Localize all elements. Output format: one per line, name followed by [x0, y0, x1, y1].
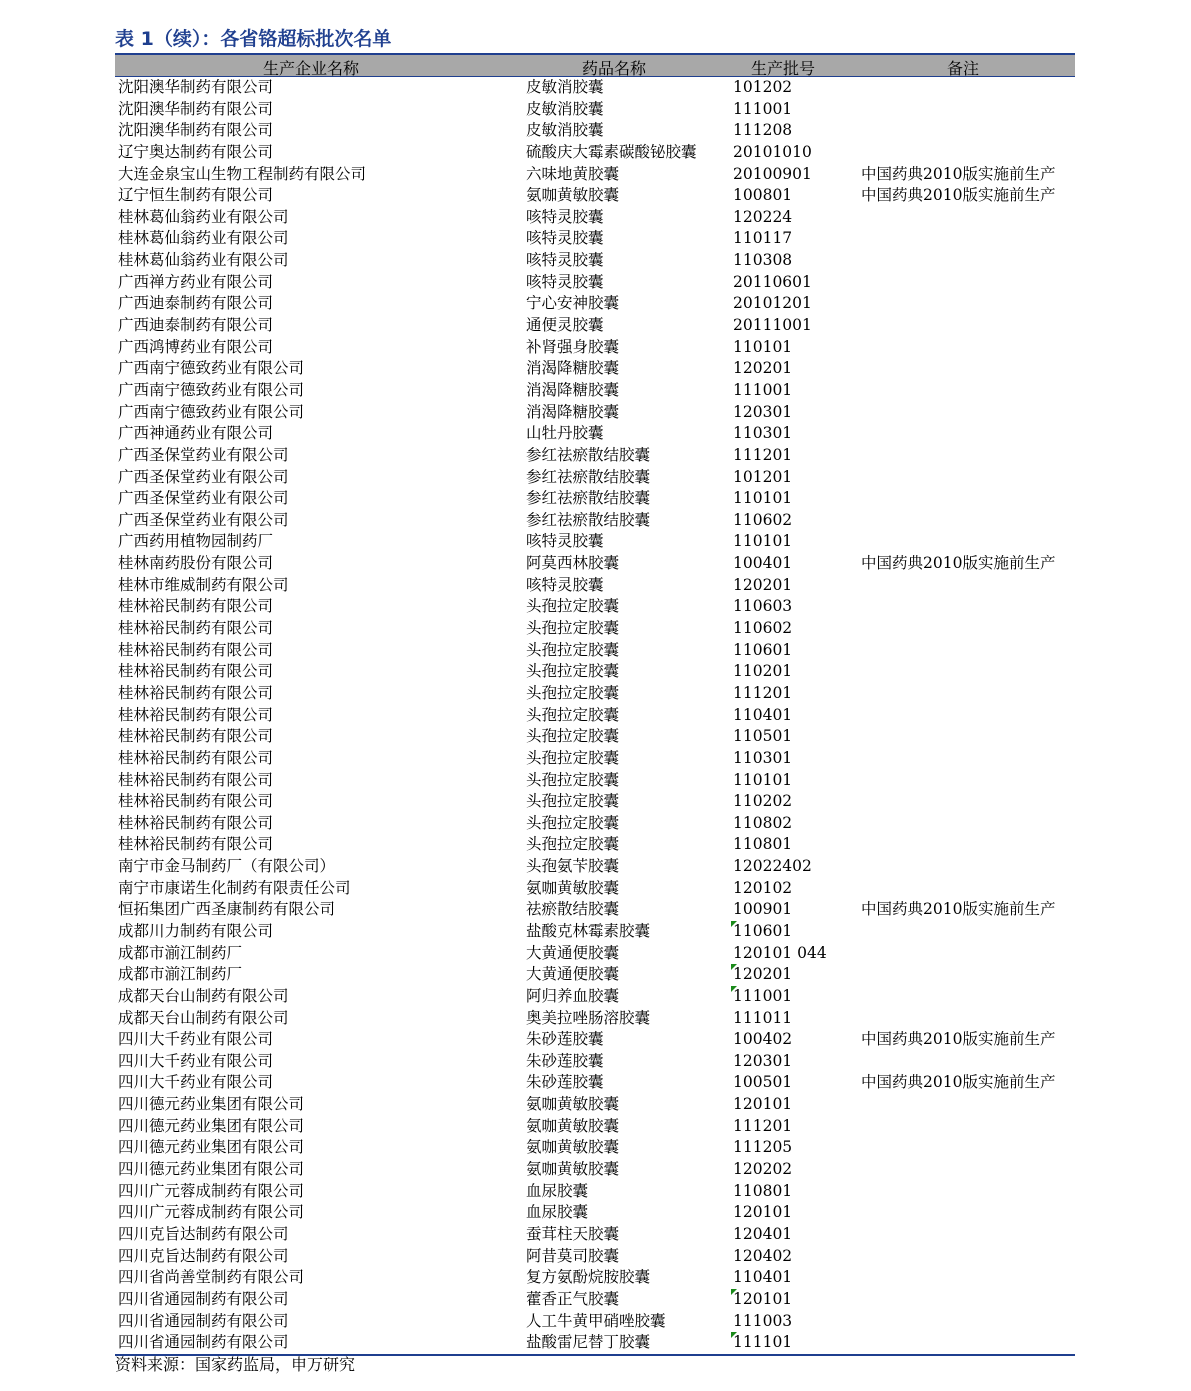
- cell-remark: 中国药典2010版实施前生产: [861, 164, 1056, 183]
- cell-company: 广西药用植物园制药厂: [118, 532, 274, 551]
- cell-drug: 头孢拉定胶囊: [526, 705, 620, 724]
- cell-batch: 100901: [733, 900, 793, 919]
- table-row: [115, 207, 1075, 229]
- cell-batch: 120101: [733, 1095, 793, 1114]
- cell-flag-marker: [731, 1289, 737, 1295]
- cell-batch: 120401: [733, 1224, 793, 1243]
- source-note: 资料来源：国家药监局，申万研究: [115, 1355, 356, 1374]
- table-body: [115, 77, 1075, 1354]
- table-row: [115, 77, 1075, 99]
- table-header: [115, 55, 1075, 76]
- cell-drug: 大黄通便胶囊: [526, 943, 620, 962]
- header-remark: 备注: [947, 59, 980, 78]
- cell-drug: 阿归养血胶囊: [526, 986, 620, 1005]
- cell-drug: 咳特灵胶囊: [526, 229, 604, 248]
- table-row: [115, 164, 1075, 186]
- cell-drug: 阿昔莫司胶囊: [526, 1246, 620, 1265]
- cell-company: 成都市湔江制药厂: [118, 965, 243, 984]
- cell-batch: 110501: [733, 727, 793, 746]
- cell-company: 桂林裕民制药有限公司: [118, 640, 274, 659]
- cell-drug: 头孢拉定胶囊: [526, 683, 620, 702]
- cell-company: 桂林裕民制药有限公司: [118, 727, 274, 746]
- cell-company: 辽宁奥达制药有限公司: [118, 142, 274, 161]
- cell-drug: 头孢拉定胶囊: [526, 813, 620, 832]
- cell-batch: 111001: [733, 380, 793, 399]
- cell-company: 四川德元药业集团有限公司: [118, 1095, 305, 1114]
- cell-drug: 人工牛黄甲硝唑胶囊: [526, 1311, 666, 1330]
- cell-drug: 朱砂莲胶囊: [526, 1073, 604, 1092]
- cell-company: 南宁市康诺生化制药有限责任公司: [118, 878, 351, 897]
- cell-batch: 20100901: [733, 164, 812, 183]
- table-row: [115, 1224, 1075, 1246]
- cell-company: 桂林葛仙翁药业有限公司: [118, 251, 289, 270]
- cell-company: 桂林葛仙翁药业有限公司: [118, 229, 289, 248]
- cell-company: 成都市湔江制药厂: [118, 943, 243, 962]
- cell-batch: 120301: [733, 1051, 793, 1070]
- cell-batch: 120201: [733, 965, 793, 984]
- cell-drug: 硫酸庆大霉素碳酸铋胶囊: [526, 142, 697, 161]
- cell-remark: 中国药典2010版实施前生产: [861, 554, 1056, 573]
- cell-drug: 奥美拉唑肠溶胶囊: [526, 1008, 651, 1027]
- table-row: [115, 272, 1075, 294]
- cell-batch: 110201: [733, 662, 793, 681]
- cell-flag-marker: [731, 921, 737, 927]
- cell-company: 四川德元药业集团有限公司: [118, 1160, 305, 1179]
- cell-batch: 111201: [733, 1116, 793, 1135]
- cell-drug: 头孢拉定胶囊: [526, 597, 620, 616]
- cell-batch: 110101: [733, 337, 793, 356]
- cell-batch: 111201: [733, 683, 793, 702]
- cell-batch: 110101: [733, 489, 793, 508]
- cell-drug: 阿莫西林胶囊: [526, 554, 620, 573]
- cell-company: 广西南宁德致药业有限公司: [118, 359, 305, 378]
- table-row: [115, 358, 1075, 380]
- table-row: [115, 640, 1075, 662]
- cell-company: 沈阳澳华制药有限公司: [118, 99, 274, 118]
- table-row: [115, 661, 1075, 683]
- cell-company: 四川广元蓉成制药有限公司: [118, 1181, 305, 1200]
- cell-company: 四川省尚善堂制药有限公司: [118, 1268, 305, 1287]
- cell-company: 桂林裕民制药有限公司: [118, 619, 274, 638]
- table-row: [115, 683, 1075, 705]
- cell-drug: 咳特灵胶囊: [526, 251, 604, 270]
- cell-remark: 中国药典2010版实施前生产: [861, 900, 1056, 919]
- cell-batch: 120101: [733, 1289, 793, 1308]
- table-row: [115, 813, 1075, 835]
- cell-batch: 20111001: [733, 316, 812, 335]
- cell-drug: 消渴降糖胶囊: [526, 359, 620, 378]
- cell-company: 四川大千药业有限公司: [118, 1051, 274, 1070]
- cell-company: 四川省通园制药有限公司: [118, 1311, 289, 1330]
- cell-company: 广西圣保堂药业有限公司: [118, 445, 289, 464]
- cell-drug: 蚕茸柱天胶囊: [526, 1224, 620, 1243]
- cell-company: 四川德元药业集团有限公司: [118, 1138, 305, 1157]
- cell-company: 广西圣保堂药业有限公司: [118, 489, 289, 508]
- cell-company: 四川克旨达制药有限公司: [118, 1224, 289, 1243]
- cell-batch: 101202: [733, 78, 793, 96]
- header-company: 生产企业名称: [263, 59, 360, 78]
- cell-batch: 111208: [733, 121, 793, 140]
- cell-drug: 祛瘀散结胶囊: [526, 900, 620, 919]
- cell-batch: 12022402: [733, 857, 812, 876]
- table-row: [115, 553, 1075, 575]
- cell-company: 广西神通药业有限公司: [118, 424, 274, 443]
- cell-drug: 咳特灵胶囊: [526, 207, 604, 226]
- table-row: [115, 293, 1075, 315]
- table-row: [115, 986, 1075, 1008]
- cell-batch: 111011: [733, 1008, 793, 1027]
- table-row: [115, 964, 1075, 986]
- table-title: 表 1（续）：各省铬超标批次名单: [115, 28, 392, 50]
- cell-company: 四川克旨达制药有限公司: [118, 1246, 289, 1265]
- table-row: [115, 120, 1075, 142]
- cell-drug: 山牡丹胶囊: [526, 424, 604, 443]
- cell-company: 广西鸿博药业有限公司: [118, 337, 274, 356]
- cell-batch: 110301: [733, 424, 793, 443]
- cell-company: 桂林裕民制药有限公司: [118, 705, 274, 724]
- table-row: [115, 1246, 1075, 1268]
- table-row: [115, 380, 1075, 402]
- cell-company: 沈阳澳华制药有限公司: [118, 78, 274, 96]
- table-row: [115, 1094, 1075, 1116]
- cell-company: 四川大千药业有限公司: [118, 1030, 274, 1049]
- cell-batch: 101201: [733, 467, 793, 486]
- cell-remark: 中国药典2010版实施前生产: [861, 186, 1056, 205]
- cell-remark: 中国药典2010版实施前生产: [861, 1030, 1056, 1049]
- cell-drug: 血尿胶囊: [526, 1203, 589, 1222]
- table-row: [115, 1072, 1075, 1094]
- cell-batch: 110401: [733, 705, 793, 724]
- table-row: [115, 185, 1075, 207]
- cell-batch: 120101 044: [733, 943, 827, 962]
- cell-company: 四川广元蓉成制药有限公司: [118, 1203, 305, 1222]
- cell-batch: 111001: [733, 986, 793, 1005]
- cell-drug: 头孢拉定胶囊: [526, 662, 620, 681]
- cell-company: 桂林裕民制药有限公司: [118, 835, 274, 854]
- cell-drug: 咳特灵胶囊: [526, 575, 604, 594]
- cell-company: 桂林葛仙翁药业有限公司: [118, 207, 289, 226]
- cell-company: 四川德元药业集团有限公司: [118, 1116, 305, 1135]
- batch-table: [115, 53, 1075, 1356]
- cell-batch: 110101: [733, 770, 793, 789]
- table-row: [115, 228, 1075, 250]
- cell-batch: 100801: [733, 186, 793, 205]
- table-row: [115, 445, 1075, 467]
- cell-batch: 120102: [733, 878, 793, 897]
- cell-batch: 110601: [733, 921, 793, 940]
- cell-company: 广西迪泰制药有限公司: [118, 294, 274, 313]
- cell-drug: 补肾强身胶囊: [526, 337, 620, 356]
- table-row: [115, 1137, 1075, 1159]
- table-row: [115, 791, 1075, 813]
- table-row: [115, 531, 1075, 553]
- table-row: [115, 834, 1075, 856]
- cell-company: 广西圣保堂药业有限公司: [118, 467, 289, 486]
- table-row: [115, 705, 1075, 727]
- cell-company: 桂林南药股份有限公司: [118, 554, 274, 573]
- cell-batch: 110801: [733, 835, 793, 854]
- table-row: [115, 1051, 1075, 1073]
- cell-batch: 20110601: [733, 272, 812, 291]
- cell-drug: 参红祛瘀散结胶囊: [526, 510, 651, 529]
- cell-drug: 氨咖黄敏胶囊: [526, 186, 620, 205]
- cell-batch: 120402: [733, 1246, 793, 1265]
- cell-batch: 110602: [733, 510, 793, 529]
- cell-batch: 111003: [733, 1311, 793, 1330]
- cell-drug: 头孢氨苄胶囊: [526, 857, 620, 876]
- table-row: [115, 1289, 1075, 1311]
- cell-company: 成都川力制药有限公司: [118, 921, 274, 940]
- cell-drug: 头孢拉定胶囊: [526, 770, 620, 789]
- cell-drug: 消渴降糖胶囊: [526, 402, 620, 421]
- cell-company: 桂林裕民制药有限公司: [118, 813, 274, 832]
- table-row: [115, 1202, 1075, 1224]
- cell-drug: 氨咖黄敏胶囊: [526, 1095, 620, 1114]
- cell-flag-marker: [731, 986, 737, 992]
- cell-drug: 藿香正气胶囊: [526, 1289, 620, 1308]
- cell-batch: 20101201: [733, 294, 812, 313]
- cell-company: 广西迪泰制药有限公司: [118, 316, 274, 335]
- cell-company: 桂林裕民制药有限公司: [118, 770, 274, 789]
- cell-company: 四川省通园制药有限公司: [118, 1333, 289, 1352]
- header-batch: 生产批号: [751, 59, 816, 78]
- cell-batch: 110301: [733, 748, 793, 767]
- table-row: [115, 250, 1075, 272]
- table-row: [115, 943, 1075, 965]
- cell-drug: 消渴降糖胶囊: [526, 380, 620, 399]
- cell-batch: 110801: [733, 1181, 793, 1200]
- cell-batch: 120202: [733, 1160, 793, 1179]
- table-row: [115, 488, 1075, 510]
- cell-company: 辽宁恒生制药有限公司: [118, 186, 274, 205]
- table-row: [115, 1029, 1075, 1051]
- cell-company: 四川大千药业有限公司: [118, 1073, 274, 1092]
- cell-company: 沈阳澳华制药有限公司: [118, 121, 274, 140]
- cell-batch: 100402: [733, 1030, 793, 1049]
- table-row: [115, 99, 1075, 121]
- cell-drug: 通便灵胶囊: [526, 316, 604, 335]
- header-drug: 药品名称: [582, 59, 647, 78]
- cell-batch: 120201: [733, 575, 793, 594]
- cell-drug: 氨咖黄敏胶囊: [526, 878, 620, 897]
- cell-company: 成都天台山制药有限公司: [118, 1008, 289, 1027]
- cell-company: 桂林裕民制药有限公司: [118, 662, 274, 681]
- cell-company: 恒拓集团广西圣康制药有限公司: [118, 900, 336, 919]
- table-row: [115, 921, 1075, 943]
- table-row: [115, 510, 1075, 532]
- cell-batch: 120101: [733, 1203, 793, 1222]
- cell-company: 广西禅方药业有限公司: [118, 272, 274, 291]
- cell-company: 广西南宁德致药业有限公司: [118, 380, 305, 399]
- cell-company: 广西南宁德致药业有限公司: [118, 402, 305, 421]
- cell-batch: 110601: [733, 640, 793, 659]
- cell-batch: 100401: [733, 554, 793, 573]
- cell-drug: 咳特灵胶囊: [526, 532, 604, 551]
- cell-drug: 头孢拉定胶囊: [526, 640, 620, 659]
- cell-drug: 头孢拉定胶囊: [526, 748, 620, 767]
- cell-flag-marker: [731, 964, 737, 970]
- cell-batch: 120224: [733, 207, 793, 226]
- cell-batch: 111205: [733, 1138, 793, 1157]
- table-row: [115, 1332, 1075, 1354]
- cell-batch: 20101010: [733, 142, 812, 161]
- table-row: [115, 467, 1075, 489]
- table-row: [115, 1267, 1075, 1289]
- cell-drug: 朱砂莲胶囊: [526, 1051, 604, 1070]
- table-row: [115, 402, 1075, 424]
- cell-company: 广西圣保堂药业有限公司: [118, 510, 289, 529]
- table-row: [115, 899, 1075, 921]
- cell-batch: 111201: [733, 445, 793, 464]
- cell-drug: 复方氨酚烷胺胶囊: [526, 1268, 651, 1287]
- cell-company: 桂林裕民制药有限公司: [118, 792, 274, 811]
- cell-remark: 中国药典2010版实施前生产: [861, 1073, 1056, 1092]
- cell-batch: 110603: [733, 597, 793, 616]
- cell-batch: 120201: [733, 359, 793, 378]
- table-row: [115, 1181, 1075, 1203]
- table-row: [115, 770, 1075, 792]
- cell-batch: 110202: [733, 792, 793, 811]
- table-row: [115, 1311, 1075, 1333]
- cell-batch: 110101: [733, 532, 793, 551]
- cell-drug: 头孢拉定胶囊: [526, 792, 620, 811]
- cell-batch: 111101: [733, 1333, 793, 1352]
- cell-company: 桂林裕民制药有限公司: [118, 748, 274, 767]
- table-row: [115, 856, 1075, 878]
- cell-drug: 皮敏消胶囊: [526, 121, 604, 140]
- cell-company: 桂林裕民制药有限公司: [118, 597, 274, 616]
- cell-batch: 120301: [733, 402, 793, 421]
- table-row: [115, 596, 1075, 618]
- table-row: [115, 1116, 1075, 1138]
- cell-batch: 110802: [733, 813, 793, 832]
- cell-drug: 氨咖黄敏胶囊: [526, 1116, 620, 1135]
- cell-drug: 宁心安神胶囊: [526, 294, 620, 313]
- cell-batch: 110308: [733, 251, 793, 270]
- table-row: [115, 315, 1075, 337]
- table-row: [115, 142, 1075, 164]
- cell-company: 成都天台山制药有限公司: [118, 986, 289, 1005]
- cell-drug: 头孢拉定胶囊: [526, 835, 620, 854]
- table-row: [115, 1159, 1075, 1181]
- table-row: [115, 423, 1075, 445]
- cell-batch: 111001: [733, 99, 793, 118]
- cell-batch: 110602: [733, 619, 793, 638]
- cell-company: 大连金泉宝山生物工程制药有限公司: [118, 164, 367, 183]
- table-row: [115, 726, 1075, 748]
- cell-drug: 咳特灵胶囊: [526, 272, 604, 291]
- cell-drug: 参红祛瘀散结胶囊: [526, 445, 651, 464]
- table-row: [115, 878, 1075, 900]
- cell-drug: 血尿胶囊: [526, 1181, 589, 1200]
- cell-flag-marker: [731, 1332, 737, 1338]
- cell-drug: 头孢拉定胶囊: [526, 619, 620, 638]
- table-row: [115, 1008, 1075, 1030]
- cell-drug: 皮敏消胶囊: [526, 99, 604, 118]
- cell-drug: 六味地黄胶囊: [526, 164, 620, 183]
- cell-drug: 皮敏消胶囊: [526, 78, 604, 96]
- cell-company: 四川省通园制药有限公司: [118, 1289, 289, 1308]
- table-row: [115, 575, 1075, 597]
- cell-drug: 头孢拉定胶囊: [526, 727, 620, 746]
- cell-drug: 氨咖黄敏胶囊: [526, 1138, 620, 1157]
- cell-drug: 参红祛瘀散结胶囊: [526, 467, 651, 486]
- cell-company: 桂林市维威制药有限公司: [118, 575, 289, 594]
- cell-drug: 氨咖黄敏胶囊: [526, 1160, 620, 1179]
- table-row: [115, 337, 1075, 359]
- table-row: [115, 748, 1075, 770]
- cell-batch: 110401: [733, 1268, 793, 1287]
- cell-drug: 朱砂莲胶囊: [526, 1030, 604, 1049]
- cell-drug: 参红祛瘀散结胶囊: [526, 489, 651, 508]
- cell-batch: 100501: [733, 1073, 793, 1092]
- cell-drug: 大黄通便胶囊: [526, 965, 620, 984]
- cell-drug: 盐酸雷尼替丁胶囊: [526, 1333, 651, 1352]
- cell-company: 桂林裕民制药有限公司: [118, 683, 274, 702]
- table-row: [115, 618, 1075, 640]
- cell-company: 南宁市金马制药厂（有限公司）: [118, 857, 336, 876]
- cell-drug: 盐酸克林霉素胶囊: [526, 921, 651, 940]
- cell-batch: 110117: [733, 229, 793, 248]
